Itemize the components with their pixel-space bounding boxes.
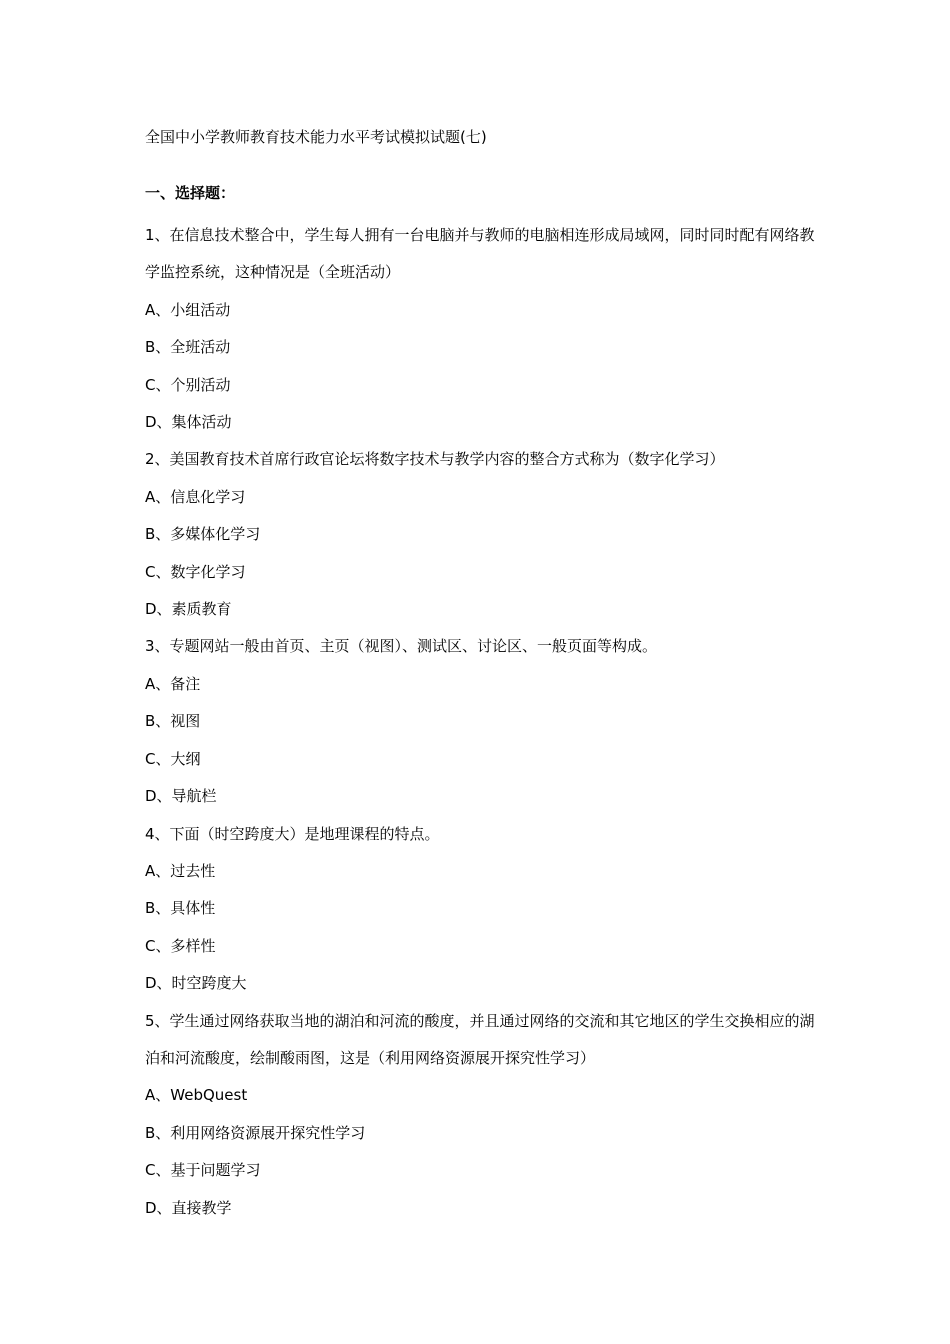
question-stem: 3、专题网站一般由首页、主页（视图）、测试区、讨论区、一般页面等构成。: [145, 637, 658, 656]
section-heading: 一、选择题：: [145, 184, 236, 202]
document-body: [145, 124, 825, 1227]
option-b: B、视图: [145, 712, 201, 731]
document-title: 全国中小学教师教育技术能力水平考试模拟试题(七): [145, 128, 487, 146]
option-a: A、小组活动: [145, 300, 231, 319]
option-a: A、WebQuest: [145, 1086, 248, 1105]
option-c: C、多样性: [145, 936, 216, 955]
option-c: C、数字化学习: [145, 562, 246, 581]
option-d: D、导航栏: [145, 787, 217, 806]
option-d: D、时空跨度大: [145, 974, 247, 993]
option-c: C、个别活动: [145, 375, 231, 394]
question-stem: 4、下面（时空跨度大）是地理课程的特点。: [145, 824, 440, 843]
question-5: [145, 1003, 825, 1227]
question-stem: 1、在信息技术整合中，学生每人拥有一台电脑并与教师的电脑相连形成局域网，同时同时配有网络教学监控系统，这种情况是（全班活动）: [145, 226, 815, 282]
option-d: D、素质教育: [145, 600, 232, 619]
option-c: C、基于问题学习: [145, 1161, 261, 1180]
option-b: B、具体性: [145, 899, 216, 918]
option-b: B、全班活动: [145, 338, 231, 357]
option-a: A、过去性: [145, 861, 216, 880]
question-1: [145, 217, 825, 441]
question-stem: 5、学生通过网络获取当地的湖泊和河流的酸度，并且通过网络的交流和其它地区的学生交换相应的湖泊和河流酸度，绘制酸雨图，这是（利用网络资源展开探究性学习）: [145, 1011, 815, 1067]
question-3: [145, 628, 825, 815]
question-2: [145, 441, 825, 628]
option-d: D、集体活动: [145, 413, 232, 432]
option-b: B、利用网络资源展开探究性学习: [145, 1123, 366, 1142]
question-4: [145, 816, 825, 1003]
option-c: C、大纲: [145, 749, 201, 768]
question-stem: 2、美国教育技术首席行政官论坛将数字技术与教学内容的整合方式称为（数字化学习）: [145, 450, 725, 469]
option-a: A、备注: [145, 674, 201, 693]
option-a: A、信息化学习: [145, 487, 246, 506]
option-b: B、多媒体化学习: [145, 525, 261, 544]
option-d: D、直接教学: [145, 1198, 232, 1217]
